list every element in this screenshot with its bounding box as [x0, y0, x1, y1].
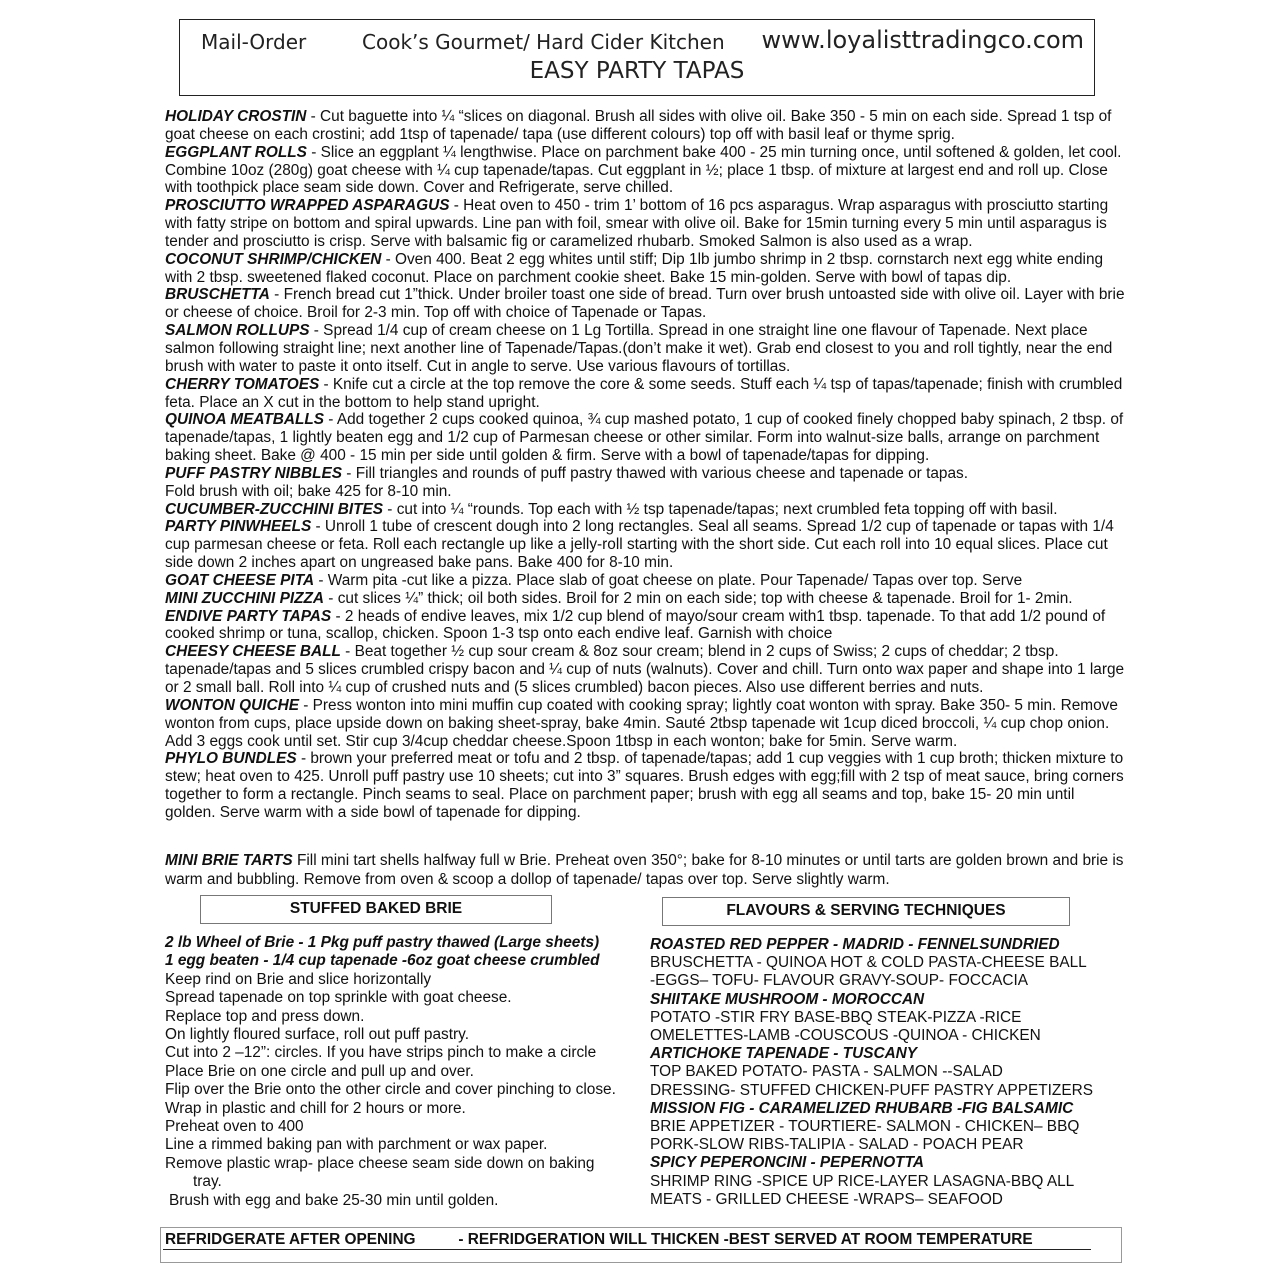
footer-right: - REFRIDGERATION WILL THICKEN -BEST SERVED AT ROOM TEMPERATURE [458, 1231, 1033, 1248]
recipe-name: CHERRY TOMATOES [165, 375, 320, 393]
recipe-entry [165, 144, 1125, 198]
recipe-text: - Cut baguette into ¼ “slices on diagonal. Brush all sides with olive oil. Bake 350 - 5 min on each side. Spread 1 tsp of goat cheese on each crostini; add 1tsp of tapenade/ tapa (use different colours) top off with basil leaf or thyme sprig. [165, 108, 1112, 143]
recipe-text: - cut slices ¼” thick; oil both sides. Broil for 2 min on each side; top with cheese & tapenade. Broil for 1- 2min. [324, 589, 1073, 607]
brie-ingredients-line: 1 egg beaten - 1/4 cup tapenade -6oz goat cheese crumbled [165, 952, 600, 970]
recipe-name: COCONUT SHRIMP/CHICKEN [165, 250, 382, 268]
recipe-entry [165, 750, 1125, 821]
flavour-serving-line: DRESSING- STUFFED CHICKEN-PUFF PASTRY APPETIZERS [650, 1081, 1093, 1099]
recipe-entry [165, 501, 1125, 519]
flavour-serving-line: -EGGS– TOFU- FLAVOUR GRAVY-SOUP- FOCCACIA [650, 972, 1028, 990]
flavour-serving-line: TOP BAKED POTATO- PASTA - SALMON --SALAD [650, 1063, 1003, 1081]
recipe-text: - Knife cut a circle at the top remove the core & some seeds. Stuff each ¼ tsp of tapas/tapenade; finish with crumbled feta. Place an X cut in the bottom to help stand upright. [165, 375, 1123, 411]
brie-step: Place Brie on one circle and pull up and over. [165, 1062, 474, 1080]
recipe-name: SALMON ROLLUPS [165, 322, 310, 340]
recipe-name: EGGPLANT ROLLS [165, 143, 307, 161]
flavour-serving-line: BRIE APPETIZER - TOURTIERE- SALMON - CHICKEN– BBQ [650, 1118, 1080, 1136]
recipe-text: - Slice an eggplant ¼ lengthwise. Place on parchment bake 400 - 25 min turning once, until softened & golden, let cool. Combine 10oz (280g) goat cheese with ¼ cup tapenade/tapas. Cut eggplant in ½; place 1 tbsp. of mixture at largest end and roll up. Close with toothpick place seam side down. Cover and Refrigerate, serve chilled. [165, 143, 1122, 197]
flavour-serving-line: PORK-SLOW RIBS-TALIPIA - SALAD - POACH PEAR [650, 1136, 1024, 1154]
flavour-name: SHIITAKE MUSHROOM - MOROCCAN [650, 990, 925, 1008]
flavour-name: ARTICHOKE TAPENADE - TUSCANY [650, 1045, 918, 1063]
recipe-name: PHYLO BUNDLES [165, 750, 297, 768]
recipe-text: - Press wonton into mini muffin cup coated with cooking spray; lightly coat wonton with spray. Bake 350- 5 min. Remove wonton from cups, place upside down on baking sheet-spray, bake 4min. Sauté 2tbsp tapenade wit 1cup diced broccoli, ¼ cup chop onion. Add 3 eggs cook until set. Stir cup 3/4cup cheddar cheese.Spoon 1tbsp in each wonton; bake for 5min. Serve warm. [165, 696, 1118, 750]
mini-brie-tarts [165, 852, 1125, 889]
recipe-entry [165, 518, 1125, 572]
recipe-name: ENDIVE PARTY TAPAS [165, 607, 332, 625]
recipe-name: CUCUMBER-ZUCCHINI BITES [165, 500, 384, 518]
brie-step: tray. [193, 1173, 222, 1191]
recipe-name: WONTON QUICHE [165, 696, 299, 714]
recipe-text: - brown your preferred meat or tofu and 2 tbsp. of tapenade/tapas; add 1 cup veggies with 1 cup broth; thicken mixture to stew; heat oven to 425. Unroll puff pastry use 10 sheets; cut into 3” squares. Brush edges with egg;fill with 2 tsp of meat sauce, bring corners together to form a rectangle. Pinch seams to seal. Place on parchment paper; brush with egg all seams and top, bake 15- 20 min until golden. Serve warm with a side bowl of tapenade for dipping. [165, 750, 1124, 821]
recipe-name: QUINOA MEATBALLS [165, 411, 325, 429]
mail-order-label: Mail-Order [201, 30, 307, 54]
footer-left: REFRIDGERATE AFTER OPENING [165, 1231, 416, 1248]
recipe-entry [165, 411, 1125, 465]
stuffed-brie-heading: STUFFED BAKED BRIE [200, 895, 552, 924]
recipe-text: - Beat together ½ cup sour cream & 8oz sour cream; blend in 2 cups of Swiss; 2 cups of cheddar; 2 tbsp. tapenade/tapas and 5 slices crumbled crispy bacon and ¼ cup of nuts (walnuts). Cover and chill. Turn onto wax paper and shape into 1 large or 2 small ball. Roll into ¼ cup of crushed nuts and (5 slices crumbled) bacon pieces. Also use different berries and nuts. [165, 643, 1125, 696]
brie-step: Keep rind on Brie and slice horizontally [165, 970, 432, 988]
header-box [179, 19, 1095, 96]
footer-note [165, 1231, 1033, 1249]
brie-step: Line a rimmed baking pan with parchment or wax paper. [165, 1136, 548, 1154]
recipe-text: - Unroll 1 tube of crescent dough into 2 long rectangles. Seal all seams. Spread 1/2 cup of tapenade or tapas with 1/4 cup parmesan cheese or feta. Roll each rectangle up like a jelly-roll starting with the short side. Cut each roll into 10 equal slices. Place cut side down 2 inches apart on ungreased bake pans. Bake 400 for 8-10 min. [165, 518, 1114, 572]
flavour-serving-line: BRUSCHETTA - QUINOA HOT & COLD PASTA-CHEESE BALL [650, 954, 1087, 972]
brie-step: On lightly floured surface, roll out puff pastry. [165, 1026, 469, 1044]
brie-step: Cut into 2 –12”: circles. If you have strips pinch to make a circle [165, 1044, 597, 1062]
recipe-text: - Fill triangles and rounds of puff pastry thawed with various cheese and tapenade or tapas. [342, 464, 968, 482]
brie-step: Wrap in plastic and chill for 2 hours or more. [165, 1099, 466, 1117]
recipe-text: - Spread 1/4 cup of cream cheese on 1 Lg Tortilla. Spread in one straight line one flavour of Tapenade. Next place salmon following straight line; next another line of Tapenade/Tapas.(don’t make it wet). Grab end closest to you and roll tightly, near the end brush with water to paste it onto itself. Cut in angle to serve. Use various flavours of tortillas. [165, 322, 1113, 375]
recipe-entry [165, 322, 1125, 376]
recipe-name: BRUSCHETTA [165, 286, 270, 304]
recipe-entry [165, 286, 1125, 322]
recipe-text: Fill mini tart shells halfway full w Brie. Preheat oven 350°; bake for 8-10 minutes or until tarts are golden brown and brie is warm and bubbling. Remove from oven & scoop a dollop of tapenade/ tapas over top. Serve slightly warm. [165, 852, 1124, 888]
recipe-entry [165, 376, 1125, 412]
brie-step: Brush with egg and bake 25-30 min until golden. [169, 1191, 499, 1209]
recipe-text: - Add together 2 cups cooked quinoa, ¾ cup mashed potato, 1 cup of cooked finely chopped baby spinach, 2 tbsp. of tapenade/tapas, 1 lightly beaten egg and 1/2 cup of Parmesan cheese or other similar. Form into walnut-size balls, arrange on parchment baking sheet. Bake @ 400 - 15 min per side until golden & firm. Serve with a bowl of tapenade/tapas for dipping. [165, 411, 1124, 465]
brie-step: Flip over the Brie onto the other circle and cover pinching to close. [165, 1081, 616, 1099]
recipe-text: - cut into ¼ “rounds. Top each with ½ tsp tapenade/tapas; next crumbled feta topping off with basil. [383, 500, 1058, 518]
kitchen-label: Cook’s Gourmet/ Hard Cider Kitchen [362, 30, 725, 54]
recipe-name: MINI BRIE TARTS [165, 852, 293, 869]
recipe-name: PUFF PASTRY NIBBLES [165, 464, 343, 482]
recipe-text: - Warm pita -cut like a pizza. Place slab of goat cheese on plate. Pour Tapenade/ Tapas over top. Serve [314, 571, 1023, 589]
flavours-column [650, 936, 1130, 1209]
flavour-serving-line: SHRIMP RING -SPICE UP RICE-LAYER LASAGNA-BBQ ALL [650, 1172, 1075, 1190]
flavour-name: ROASTED RED PEPPER - MADRID - FENNELSUNDRIED [650, 936, 1060, 953]
recipe-text: - Oven 400. Beat 2 egg whites until stiff; Dip 1lb jumbo shrimp in 2 tbsp. cornstarch next egg white ending with 2 tbsp. sweetened flaked coconut. Place on parchment cookie sheet. Bake 15 min-golden. Serve with bowl of tapas dip. [165, 250, 1104, 286]
recipe-entry [165, 608, 1125, 644]
recipe-entry [165, 643, 1125, 697]
recipe-name: MINI ZUCCHINI PIZZA [165, 589, 325, 607]
recipe-text-continued: Fold brush with oil; bake 425 for 8-10 min. [165, 482, 452, 500]
recipe-text: - Heat oven to 450 - trim 1’ bottom of 16 pcs asparagus. Wrap asparagus with prosciutto starting with fatty stripe on bottom and spiral upwards. Line pan with foil, smear with olive oil. Bake for 15min turning every 5 min until asparagus is tender and prosciutto is crisp. Serve with balsamic fig or caramelized rhubarb. Smoked Salmon is also used as a wrap. [165, 197, 1109, 250]
brie-ingredients-line: 2 lb Wheel of Brie - 1 Pkg puff pastry thawed (Large sheets) [165, 934, 600, 951]
recipe-entry [165, 108, 1125, 144]
brie-step: Remove plastic wrap- place cheese seam side down on baking [165, 1154, 595, 1172]
recipe-entry [165, 465, 1125, 501]
flavour-serving-line: POTATO -STIR FRY BASE-BBQ STEAK-PIZZA -RICE [650, 1008, 1022, 1026]
brie-step: Preheat oven to 400 [165, 1118, 304, 1136]
recipe-entry [165, 251, 1125, 287]
recipe-name: GOAT CHEESE PITA [165, 571, 315, 589]
flavour-name: SPICY PEPERONCINI - PEPERNOTTA [650, 1154, 924, 1172]
recipe-entry [165, 572, 1125, 590]
brie-step: Replace top and press down. [165, 1007, 365, 1025]
stuffed-brie-column [165, 934, 655, 1210]
recipe-text: - 2 heads of endive leaves, mix 1/2 cup blend of mayo/sour cream with1 tbsp. tapenade. To that add 1/2 pound of cooked shrimp or tuna, scallop, chicken. Spoon 1-3 tsp onto each endive leaf. Garnish with choice [165, 607, 1106, 643]
flavours-heading: FLAVOURS & SERVING TECHNIQUES [662, 897, 1070, 926]
flavour-name: MISSION FIG - CARAMELIZED RHUBARB -FIG BALSAMIC [650, 1099, 1074, 1117]
brie-step: Spread tapenade on top sprinkle with goat cheese. [165, 989, 512, 1007]
recipe-text: - French bread cut 1”thick. Under broiler toast one side of bread. Turn over brush untoasted side with olive oil. Layer with brie or cheese of choice. Broil for 2-3 min. Top off with choice of Tapenade or Tapas. [165, 286, 1125, 322]
recipe-entry [165, 590, 1125, 608]
page-title: EASY PARTY TAPAS [529, 58, 745, 84]
recipe-entry [165, 697, 1125, 751]
recipe-name: HOLIDAY CROSTIN [165, 108, 307, 125]
recipe-name: CHEESY CHEESE BALL [165, 643, 341, 661]
recipe-list [165, 108, 1125, 822]
recipe-entry [165, 197, 1125, 251]
website-url: www.loyalisttradingco.com [761, 26, 1084, 54]
footer-underline [163, 1249, 1091, 1250]
recipe-name: PROSCIUTTO WRAPPED ASPARAGUS [165, 197, 450, 215]
recipe-name: PARTY PINWHEELS [165, 518, 312, 536]
flavour-serving-line: MEATS - GRILLED CHEESE -WRAPS– SEAFOOD [650, 1190, 1003, 1208]
flavour-serving-line: OMELETTES-LAMB -COUSCOUS -QUINOA - CHICKEN [650, 1027, 1041, 1045]
